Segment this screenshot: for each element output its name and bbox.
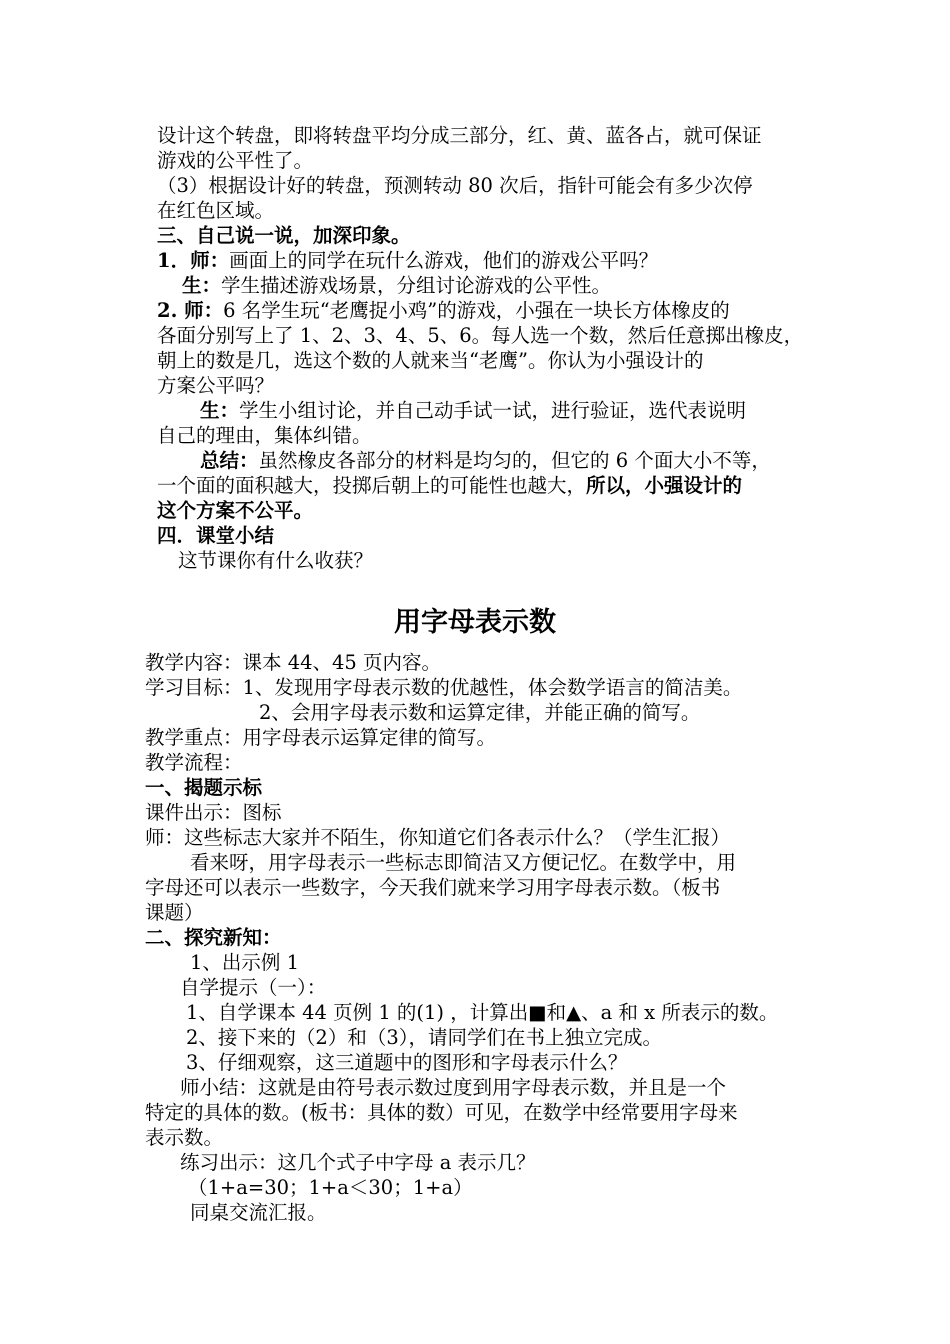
section-heading: 一、揭题示标 (145, 776, 263, 799)
paragraph-line: 教学流程： (145, 751, 243, 774)
line-text: 学生小组讨论，并自己动手试一试，进行验证，选代表说明 (239, 399, 747, 422)
paragraph-line (200, 398, 746, 423)
paragraph-line: 朝上的数是几，选这个数的人就来当“老鹰”。你认为小强设计的 (157, 349, 704, 372)
summary-label: 总结： (200, 449, 259, 472)
line-text: 虽然橡皮各部分的材料是均匀的，但它的 6 个面大小不等， (258, 449, 771, 472)
paragraph-line: 表示数。 (145, 1126, 224, 1149)
section-heading: 三、自己说一说，加深印象。 (157, 224, 411, 247)
bold-conclusion: 这个方案不公平。 (157, 499, 314, 522)
speaker-label: 1．师： (157, 249, 230, 272)
paragraph-line: （3）根据设计好的转盘，预测转动 80 次后，指针可能会有多少次停 (157, 174, 753, 197)
paragraph-line: 各面分别写上了 1、2、3、4、5、6。每人选一个数，然后任意掷出橡皮， (157, 324, 804, 347)
paragraph-line: 练习出示：这几个式子中字母 a 表示几？ (180, 1151, 536, 1174)
paragraph-line (182, 273, 611, 298)
paragraph-line: 1、自学课本 44 页例 1 的(1) ，计算出■和▲、a 和 x 所表示的数。 (186, 1001, 779, 1024)
paragraph-line (157, 298, 730, 323)
paragraph-line: 字母还可以表示一些数字，今天我们就来学习用字母表示数。（板书 (145, 876, 721, 899)
paragraph-line: 2、会用字母表示数和运算定律，并能正确的简写。 (259, 701, 701, 724)
paragraph-line: 在红色区域。 (157, 199, 275, 222)
paragraph-line: 教学重点：用字母表示运算定律的简写。 (145, 726, 497, 749)
paragraph-line: 学习目标：1、发现用字母表示数的优越性，体会数学语言的简洁美。 (145, 676, 743, 699)
speaker-label: 2. 师： (157, 299, 224, 322)
paragraph-line: 看来呀，用字母表示一些标志即简洁又方便记忆。在数学中，用 (190, 851, 737, 874)
paragraph-line: 1、出示例 1 (190, 951, 300, 974)
speaker-label: 生： (182, 274, 222, 297)
paragraph-line: 教学内容：课本 44、45 页内容。 (145, 651, 442, 674)
paragraph-line: 师：这些标志大家并不陌生，你知道它们各表示什么？（学生汇报） (145, 826, 731, 849)
paragraph-line: 这节课你有什么收获？ (178, 549, 374, 572)
paragraph-line: 3、仔细观察，这三道题中的图形和字母表示什么？ (186, 1051, 628, 1074)
paragraph-line: 特定的具体的数。(板书：具体的数）可见，在数学中经常要用字母来 (145, 1101, 738, 1124)
section-heading: 二、探究新知： (145, 926, 282, 949)
paragraph-line: 方案公平吗？ (157, 374, 275, 397)
paragraph-line: 课题） (145, 901, 204, 924)
paragraph-line: （1+a=30；1+a＜30；1+a） (188, 1176, 473, 1199)
speaker-label: 生： (200, 399, 240, 422)
paragraph-line: 自学提示（一）： (180, 976, 327, 999)
line-text: 学生描述游戏场景，分组讨论游戏的公平性。 (221, 274, 612, 297)
paragraph-line: 同桌交流汇报。 (190, 1201, 327, 1224)
lesson-title: 用字母表示数 (394, 607, 556, 638)
paragraph-line: 自己的理由，集体纠错。 (157, 424, 372, 447)
paragraph-line: 课件出示：图标 (145, 801, 282, 824)
line-text: 6 名学生玩“老鹰捉小鸡”的游戏，小强在一块长方体橡皮的 (223, 299, 730, 322)
paragraph-line: 设计这个转盘，即将转盘平均分成三部分，红、黄、蓝各占，就可保证 (157, 124, 762, 147)
paragraph-line: 游戏的公平性了。 (157, 149, 314, 172)
paragraph-line: 2、接下来的（2）和（3），请同学们在书上独立完成。 (186, 1026, 662, 1049)
paragraph-line (157, 248, 658, 273)
paragraph-line (200, 448, 771, 473)
bold-conclusion: 所以，小强设计的 (586, 474, 743, 497)
paragraph-line: 师小结：这就是由符号表示数过度到用字母表示数，并且是一个 (180, 1076, 727, 1099)
line-text: 一个面的面积越大，投掷后朝上的可能性也越大， (157, 474, 587, 497)
line-text: 画面上的同学在玩什么游戏，他们的游戏公平吗？ (229, 249, 659, 272)
section-heading: 四．课堂小结 (157, 524, 275, 547)
paragraph-line (157, 473, 742, 498)
